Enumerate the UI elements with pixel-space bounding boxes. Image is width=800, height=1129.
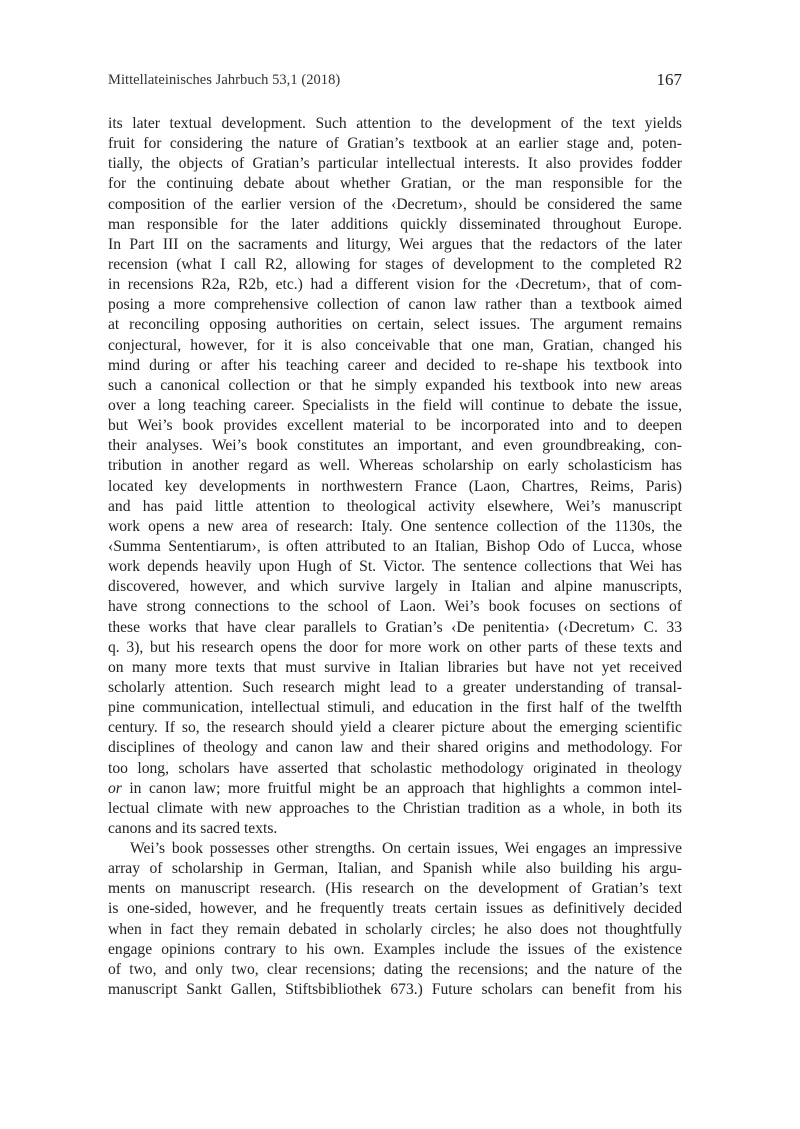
text-line: over a long teaching career. Specialists in the field will continue to debate the issue, xyxy=(108,396,682,414)
text-line: its later textual development. Such attention to the development of the text yields xyxy=(108,115,682,132)
text-line: manuscript Sankt Gallen, Stiftsbibliothek 673.) Future scholars can benefit from his xyxy=(108,981,682,999)
text-line: these works that have clear parallels to Gratian’s ‹De penitentia› (‹Decretum› C. 33 xyxy=(108,618,682,636)
page-number: 167 xyxy=(656,70,682,89)
text-line: discovered, however, and which survive largely in Italian and alpine manuscripts, xyxy=(108,578,682,596)
text-line: Wei’s book possesses other strengths. On certain issues, Wei engages an impressive xyxy=(130,840,682,858)
text-line: in recensions R2a, R2b, etc.) had a different vision for the ‹Decretum›, that of com- xyxy=(108,276,682,294)
text-line: for the continuing debate about whether Gratian, or the man responsible for the xyxy=(108,175,682,193)
text-line: too long, scholars have asserted that scholastic methodology originated in theology xyxy=(108,759,682,777)
text-line: pine communication, intellectual stimuli, and education in the first half of the twelfth xyxy=(108,699,682,717)
paragraph-1 xyxy=(108,114,682,839)
text-line: In Part III on the sacraments and liturgy, Wei argues that the redactors of the later xyxy=(108,235,682,253)
text-line: tribution in another regard as well. Whereas scholarship on early scholasticism has xyxy=(108,457,682,475)
text-line: located key developments in northwestern France (Laon, Chartres, Reims, Paris) xyxy=(108,477,682,495)
text-line: on many more texts that must survive in Italian libraries but have not yet received xyxy=(108,658,682,676)
text-line: tially, the objects of Gratian’s particular intellectual interests. It also provides fodder xyxy=(108,155,682,173)
text-line: have strong connections to the school of Laon. Wei’s book focuses on sections of xyxy=(108,598,682,616)
text-line: ments on manuscript research. (His research on the development of Gratian’s text xyxy=(108,880,682,898)
text-line-with-emphasis xyxy=(108,779,682,799)
text-line: of two, and only two, clear recensions; dating the recensions; and the nature of the xyxy=(108,960,682,978)
text-line: fruit for considering the nature of Gratian’s textbook at an earlier stage and, poten- xyxy=(108,135,682,153)
text-line: ‹Summa Sententiarum›, is often attributed to an Italian, Bishop Odo of Lucca, whose xyxy=(108,537,682,555)
text-line: array of scholarship in German, Italian, and Spanish while also building his argu- xyxy=(108,860,682,878)
text-line: and has paid little attention to theological activity elsewhere, Wei’s manuscript xyxy=(108,497,682,515)
text-line-rest: in canon law; more fruitful might be an approach that highlights a common intel- xyxy=(121,779,682,797)
text-line: work depends heavily upon Hugh of St. Victor. The sentence collections that Wei has xyxy=(108,558,682,576)
text-line: lectual climate with new approaches to the Christian tradition as a whole, in both its xyxy=(108,799,682,817)
text-line: scholarly attention. Such research might lead to a greater understanding of transal- xyxy=(108,678,682,696)
text-line: their analyses. Wei’s book constitutes an important, and even groundbreaking, con- xyxy=(108,437,682,455)
text-line: composition of the earlier version of the ‹Decretum›, should be considered the same xyxy=(108,195,682,213)
text-line: canons and its sacred texts. xyxy=(108,819,278,837)
text-line: q. 3), but his research opens the door for more work on other parts of these texts and xyxy=(108,638,682,656)
text-line: man responsible for the later additions quickly disseminated throughout Europe. xyxy=(108,215,682,233)
text-line: engage opinions contrary to his own. Examples include the issues of the existence xyxy=(108,940,682,958)
journal-title: Mittellateinisches Jahrbuch 53,1 (2018) xyxy=(108,72,341,88)
emphasis-or: or xyxy=(108,779,122,797)
body-text xyxy=(108,114,682,1000)
text-line: conjectural, however, for it is also conceivable that one man, Gratian, changed his xyxy=(108,336,682,354)
text-line: work opens a new area of research: Italy. One sentence collection of the 1130s, the xyxy=(108,517,682,535)
text-line: mind during or after his teaching career and decided to re-shape his textbook into xyxy=(108,356,682,374)
text-line: posing a more comprehensive collection of canon law rather than a textbook aimed xyxy=(108,296,682,314)
text-line: such a canonical collection or that he simply expanded his textbook into new areas xyxy=(108,376,682,394)
text-line: when in fact they remain debated in scholarly circles; he also does not thoughtfully xyxy=(108,920,682,938)
text-line: but Wei’s book provides excellent material to be incorporated into and to deepen xyxy=(108,417,682,435)
text-line: disciplines of theology and canon law and their shared origins and methodology. For xyxy=(108,739,682,757)
text-line: century. If so, the research should yield a clearer picture about the emerging scientific xyxy=(108,719,682,737)
paragraph-2 xyxy=(108,839,682,1000)
running-header xyxy=(108,72,682,94)
text-line: is one-sided, however, and he frequently treats certain issues as definitively decided xyxy=(108,900,682,918)
text-line: at reconciling opposing authorities on certain, select issues. The argument remains xyxy=(108,316,682,334)
text-line: recension (what I call R2, allowing for stages of development to the completed R2 xyxy=(108,255,682,273)
